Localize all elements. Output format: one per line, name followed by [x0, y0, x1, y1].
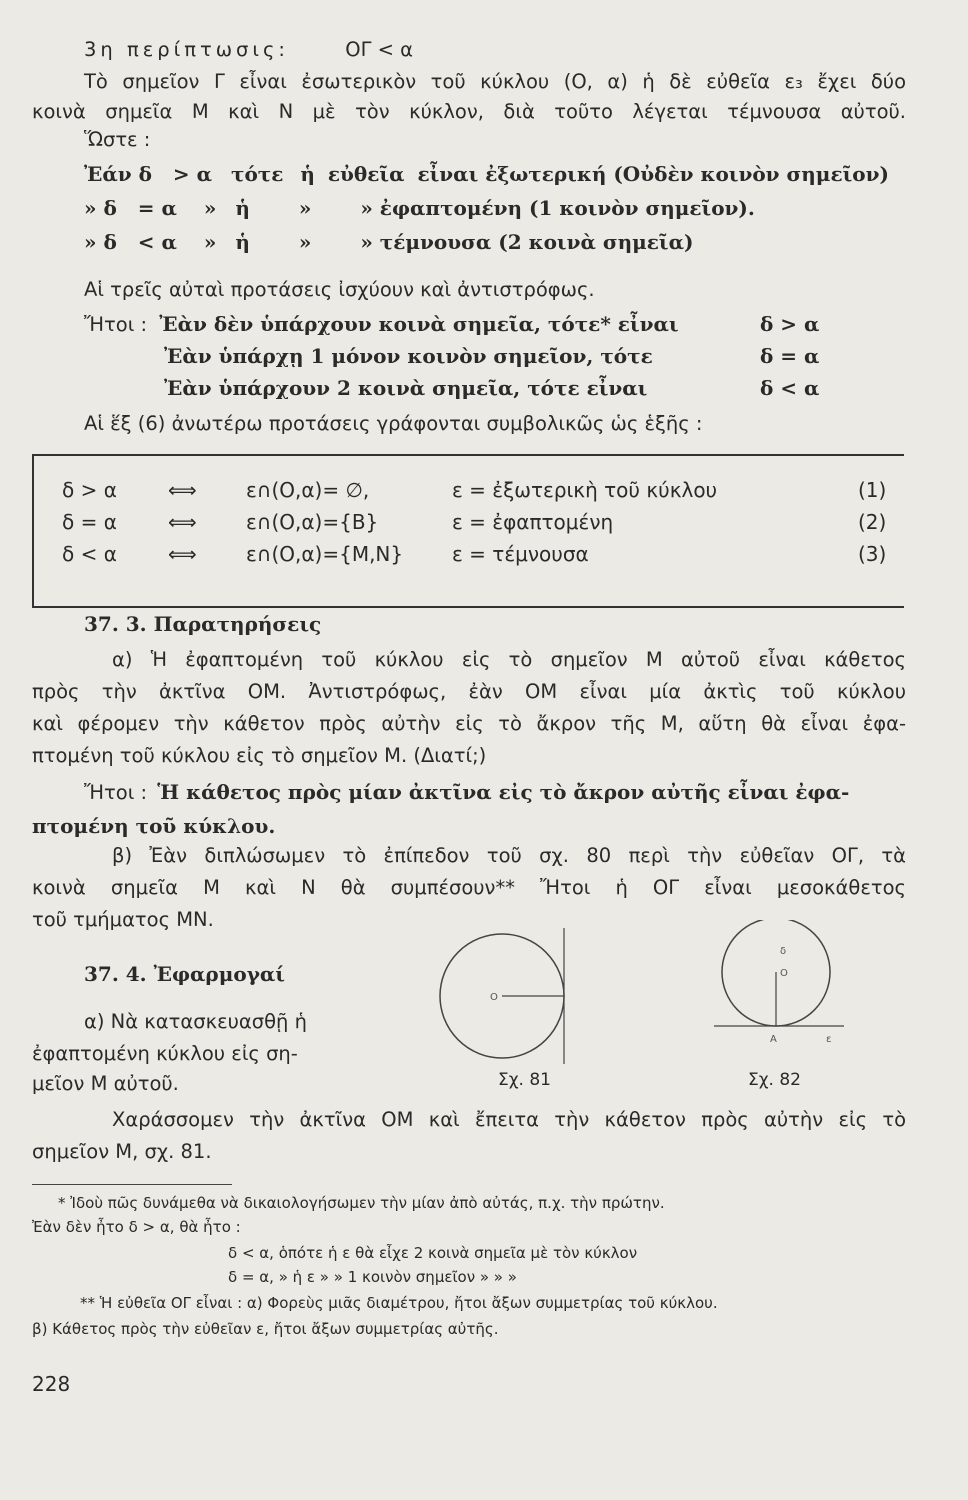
table-row-3 [62, 542, 887, 566]
case-row-3-a: » δ [84, 230, 117, 254]
footnote-4: δ = α, » ἡ ε » » 1 κοινὸν σημεῖον » » » [228, 1268, 517, 1286]
fig82-label-eps: ε [826, 1034, 832, 1045]
case-row-3-d: ἡ [235, 230, 250, 254]
etoi-row-3-cond: δ < α [760, 376, 820, 400]
case-condition: ΟΓ < α [345, 38, 414, 61]
sec374-a2: ἐφαπτομένη κύκλου εἰς ση- [32, 1042, 298, 1065]
case-row-3-c: » [203, 230, 217, 254]
case-row-1-a: Ἐάν δ [84, 162, 152, 186]
sec374-p2: σημεῖον Μ, σχ. 81. [32, 1140, 212, 1163]
table-row-3-set: ε∩(Ο,α)={Μ,Ν} [246, 542, 404, 566]
etoi-label: Ἤτοι : [84, 313, 148, 336]
etoi-row-1-text: Ἐὰν δὲν ὑπάρχουν κοινὰ σημεῖα, τότε* εἶναι [159, 312, 679, 336]
sec373-a3: καὶ φέρομεν τὴν κάθετον πρὸς αὐτὴν εἰς τὸ ἄκρον τῆς Μ, αὕτη θὰ εἶναι ἐφα- [32, 712, 906, 735]
sec373-etoi-label: Ἤτοι : [84, 781, 148, 804]
sec374-a1: α) Νὰ κατασκευασθῇ ἡ [84, 1010, 307, 1033]
etoi-row-1-cond: δ > α [760, 312, 820, 336]
sec374-a3: μεῖον Μ αὐτοῦ. [32, 1072, 179, 1095]
fig81-caption: Σχ. 81 [498, 1070, 552, 1090]
table-row-2-result: ε = ἐφαπτομένη [452, 510, 614, 534]
sec373-a1: α) Ἡ ἐφαπτομένη τοῦ κύκλου εἰς τὸ σημεῖον Μ αὐτοῦ εἶναι κάθετος [112, 648, 906, 671]
case-row-3-e: » [298, 230, 312, 254]
converse-line: Αἱ τρεῖς αὐταὶ προτάσεις ἰσχύουν καὶ ἀντιστρόφως. [84, 278, 595, 301]
footnote-3: δ < α, ὁπότε ἡ ε θὰ εἶχε 2 κοινὰ σημεῖα μὲ τὸν κύκλον [228, 1244, 638, 1262]
table-row-1-number: (1) [858, 478, 887, 502]
sec374-p1: Χαράσσομεν τὴν ἀκτῖνα ΟΜ καὶ ἔπειτα τὴν κάθετον πρὸς αὐτὴν εἰς τὸ [112, 1108, 906, 1131]
case-heading [84, 36, 906, 64]
etoi-row-1 [84, 310, 906, 339]
sec373-b3: τοῦ τμήματος ΜΝ. [32, 908, 214, 931]
table-row-1 [62, 478, 887, 502]
case-row-2-d: ἡ [235, 196, 250, 220]
case-row-1-e: εὐθεῖα [327, 162, 405, 186]
footnote-5: ** Ἡ εὐθεῖα ΟΓ εἶναι : α) Φορεὺς μιᾶς διαμέτρου, ἤτοι ἄξων συμμετρίας τοῦ κύκλου. [80, 1294, 718, 1312]
hoste-label: Ὥστε : [84, 128, 151, 151]
case-row-1-f: εἶναι ἐξωτερική (Οὐδὲν κοινὸν σημεῖον) [417, 162, 889, 186]
section-37-3-heading: 37. 3. Παρατηρήσεις [84, 612, 322, 636]
case-row-1-b: > α [172, 162, 213, 186]
table-row-1-arrow: ⟺ [168, 478, 197, 502]
section-37-4-heading: 37. 4. Ἐφαρμογαί [84, 962, 285, 986]
case-row-2-b: = α [137, 196, 177, 220]
case-row-1-d: ἡ [300, 162, 315, 186]
table-row-1-set: ε∩(Ο,α)= ∅, [246, 478, 370, 502]
case-title: 3η περίπτωσις: [84, 38, 290, 61]
sec373-a4: πτομένη τοῦ κύκλου εἰς τὸ σημεῖον Μ. (Διατί;) [32, 744, 487, 767]
sec373-etoi [84, 778, 906, 807]
fig82-label-delta: δ [780, 946, 787, 957]
case-row-3 [84, 228, 906, 256]
sec373-b1: β) Ἐὰν διπλώσωμεν τὸ ἐπίπεδον τοῦ σχ. 80 περὶ τὴν εὐθεῖαν ΟΓ, τὰ [112, 844, 906, 867]
case-row-2-f: » ἐφαπτομένη (1 κοινὸν σημεῖον). [360, 196, 755, 220]
table-row-2 [62, 510, 887, 534]
sec373-etoi-text: Ἡ κάθετος πρὸς μίαν ἀκτῖνα εἰς τὸ ἄκρον αὐτῆς εἶναι ἐφα- [157, 780, 850, 804]
table-row-1-left: δ > α [62, 478, 117, 502]
fig81-label-o: Ο [490, 992, 498, 1003]
etoi-row-3-text: Ἐὰν ὑπάρχουν 2 κοινὰ σημεῖα, τότε εἶναι [164, 376, 648, 400]
case-row-1-c: τότε [230, 162, 284, 186]
fig82-caption: Σχ. 82 [748, 1070, 802, 1090]
case-line-2: κοινὰ σημεῖα Μ καὶ Ν μὲ τὸν κύκλον, διὰ τοῦτο λέγεται τέμνουσα αὐτοῦ. [32, 100, 906, 123]
footnote-rule [32, 1184, 232, 1185]
case-row-3-b: < α [137, 230, 177, 254]
footnote-6: β) Κάθετος πρὸς τὴν εὐθεῖαν ε, ἤτοι ἄξων συμμετρίας αὐτῆς. [32, 1320, 499, 1338]
footnote-1: * Ἰδοὺ πῶς δυνάμεθα νὰ δικαιολογήσωμεν τὴν μίαν ἀπὸ αὐτάς, π.χ. τὴν πρώτην. [58, 1194, 665, 1212]
fig82-label-a: Α [770, 1034, 777, 1045]
table-row-3-result: ε = τέμνουσα [452, 542, 589, 566]
table-row-2-arrow: ⟺ [168, 510, 197, 534]
sec373-b2: κοινὰ σημεῖα Μ καὶ Ν θὰ συμπέσουν** Ἤτοι ἡ ΟΓ εἶναι μεσοκάθετος [32, 876, 906, 899]
fig82-label-o: Ο [780, 968, 788, 979]
case-row-2-a: » δ [84, 196, 117, 220]
sec373-a2: πρὸς τὴν ἀκτῖνα ΟΜ. Ἀντιστρόφως, ἐὰν ΟΜ εἶναι μία ἀκτὶς τοῦ κύκλου [32, 680, 906, 703]
table-row-3-left: δ < α [62, 542, 117, 566]
table-row-2-number: (2) [858, 510, 887, 534]
case-line-1: Τὸ σημεῖον Γ εἶναι ἐσωτερικὸν τοῦ κύκλου (Ο, α) ἡ δὲ εὐθεῖα ε₃ ἔχει δύο [84, 70, 906, 93]
footnote-2: Ἐὰν δὲν ἦτο δ > α, θὰ ἦτο : [32, 1218, 241, 1236]
sec373-etoi-2: πτομένη τοῦ κύκλου. [32, 814, 276, 838]
etoi-row-2-cond: δ = α [760, 344, 820, 368]
case-row-2 [84, 194, 906, 222]
case-row-2-e: » [298, 196, 312, 220]
page-number: 228 [32, 1372, 71, 1396]
case-row-1 [84, 160, 906, 188]
case-row-2-c: » [203, 196, 217, 220]
table-row-2-left: δ = α [62, 510, 117, 534]
symbolic-table [32, 454, 904, 608]
figure-81 [436, 922, 596, 1082]
case-row-3-f: » τέμνουσα (2 κοινὰ σημεῖα) [360, 230, 694, 254]
table-row-2-set: ε∩(Ο,α)={Β} [246, 510, 379, 534]
table-row-1-result: ε = ἐξωτερικὴ τοῦ κύκλου [452, 478, 718, 502]
etoi-row-2-text: Ἐὰν ὑπάρχῃ 1 μόνον κοινὸν σημεῖον, τότε [164, 344, 653, 368]
table-row-3-arrow: ⟺ [168, 542, 197, 566]
figure-82 [704, 920, 874, 1050]
symbolic-line: Αἱ ἕξ (6) ἀνωτέρω προτάσεις γράφονται συμβολικῶς ὡς ἑξῆς : [84, 412, 703, 435]
table-row-3-number: (3) [858, 542, 887, 566]
